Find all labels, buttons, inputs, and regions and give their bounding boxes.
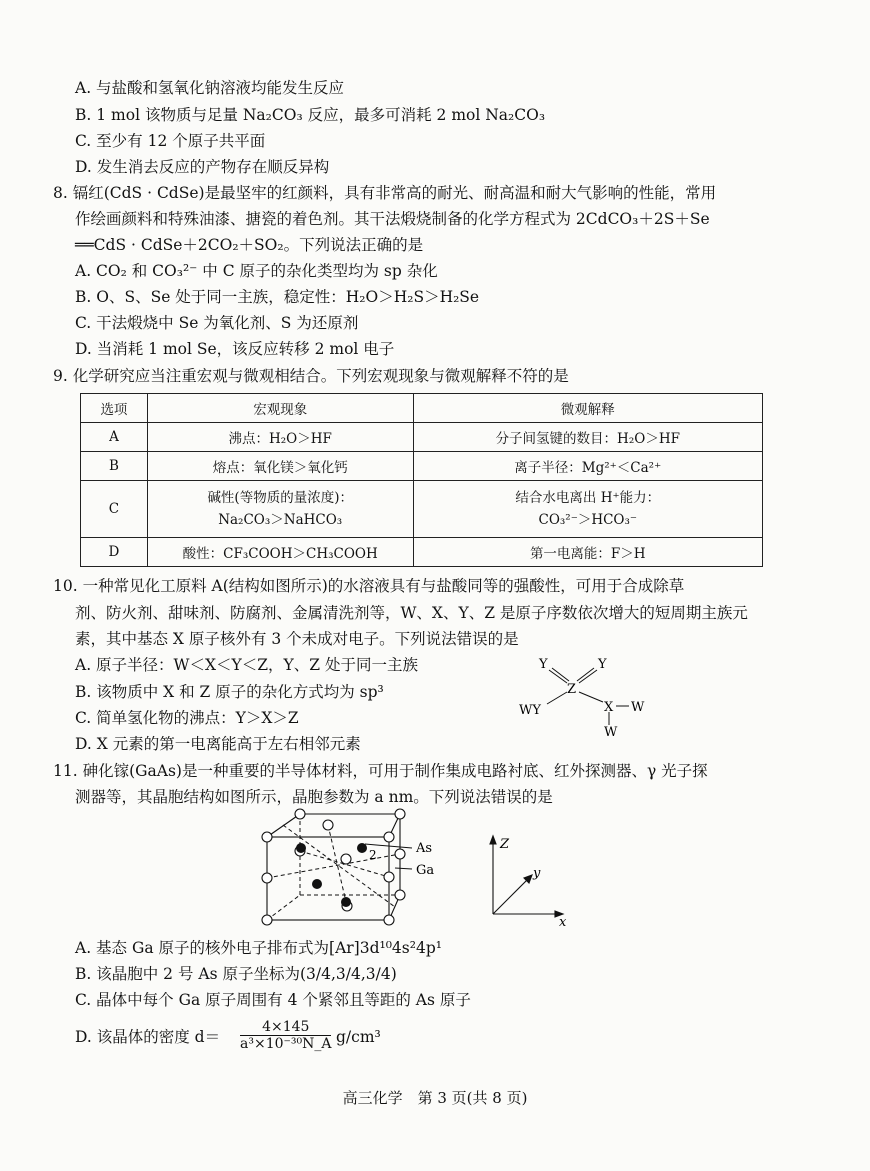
- q8-option-a: A. CO₂ 和 CO₃²⁻ 中 C 原子的杂化类型均为 sp 杂化: [75, 262, 438, 280]
- q9-header-micro: 微观解释: [413, 394, 762, 423]
- q9-row-c-macro-line2: Na₂CO₃＞NaHCO₃: [218, 512, 343, 528]
- q11-option-d-prefix: D. 该晶体的密度 d＝: [75, 1028, 221, 1046]
- q9-row-b-macro: 熔点：氧化镁＞氧化钙: [147, 452, 413, 481]
- q9-header-macro: 宏观现象: [147, 394, 413, 423]
- q11-option-c: C. 晶体中每个 Ga 原子周围有 4 个紧邻且等距的 As 原子: [75, 991, 471, 1009]
- cell-edges: [267, 814, 400, 920]
- ga-atoms: [262, 809, 405, 925]
- cell-hidden-edges: [267, 814, 400, 920]
- q9-row-c-micro-line2: CO₃²⁻＞HCO₃⁻: [538, 512, 638, 528]
- axis-z-label: Z: [500, 837, 510, 852]
- q9-row-d-micro: 第一电离能：F＞H: [413, 538, 762, 567]
- q7-option-b: B. 1 mol 该物质与足量 Na₂CO₃ 反应，最多可消耗 2 mol Na₂CO₃: [75, 106, 546, 124]
- q9-table-header: [81, 394, 763, 423]
- q10-stem-line3: 素，其中基态 X 原子核外有 3 个未成对电子。下列说法错误的是: [75, 630, 519, 648]
- struct-y-left: Y: [539, 657, 548, 672]
- q10-stem-line2: 剂、防火剂、甜味剂、防腐剂、金属清洗剂等，W、X、Y、Z 是原子序数依次增大的短周期主族元: [75, 604, 748, 622]
- q9-row-a-micro: 分子间氢键的数目：H₂O＞HF: [413, 423, 762, 452]
- q9-row-a-option: A: [81, 423, 148, 452]
- as-label: As: [416, 841, 433, 856]
- q9-row-c-macro: [147, 481, 413, 538]
- q10-structure-diagram: [505, 650, 655, 742]
- q8-option-c: C. 干法煅烧中 Se 为氧化剂、S 为还原剂: [75, 314, 359, 332]
- q10-option-c: C. 简单氢化物的沸点：Y＞X＞Z: [75, 709, 299, 727]
- axis-y-label: y: [533, 866, 541, 881]
- ga-label: Ga: [416, 863, 435, 878]
- q8-stem-line3: ══CdS · CdSe＋2CO₂＋SO₂。下列说法正确的是: [75, 236, 424, 254]
- q9-row-c-macro-line1: 碱性(等物质的量浓度)：: [207, 490, 353, 506]
- density-fraction: [240, 1019, 331, 1052]
- table-row: [81, 452, 763, 481]
- struct-w-right: W: [631, 700, 645, 715]
- q7-option-d: D. 发生消去反应的产物存在顺反异构: [75, 158, 330, 176]
- as-atoms: [296, 843, 367, 907]
- table-row: [81, 538, 763, 567]
- q10-option-b: B. 该物质中 X 和 Z 原子的杂化方式均为 sp³: [75, 683, 384, 701]
- struct-bonds: [547, 668, 629, 725]
- q10-stem-line1: 10. 一种常见化工原料 A(结构如图所示)的水溶液具有与盐酸同等的强酸性，可用于合成除草: [53, 577, 685, 595]
- struct-y-right: Y: [598, 657, 607, 672]
- q9-row-d-macro: 酸性：CF₃COOH＞CH₃COOH: [147, 538, 413, 567]
- density-unit: g/cm³: [336, 1028, 381, 1046]
- struct-x: X: [604, 700, 614, 715]
- ga-leader-line: [395, 868, 412, 869]
- q9-row-b-option: B: [81, 452, 148, 481]
- q11-stem-line2: 测器等，其晶胞结构如图所示，晶胞参数为 a nm。下列说法错误的是: [75, 788, 553, 806]
- density-denominator: a³×10⁻³⁰N_A: [240, 1036, 332, 1052]
- q9-header-option: 选项: [81, 394, 148, 423]
- q11-stem-line1: 11. 砷化镓(GaAs)是一种重要的半导体材料，可用于制作集成电路衬底、红外探测器、γ 光子探: [53, 762, 708, 780]
- table-row: [81, 481, 763, 538]
- q9-row-a-macro: 沸点：H₂O＞HF: [147, 423, 413, 452]
- q11-option-a: A. 基态 Ga 原子的核外电子排布式为[Ar]3d¹⁰4s²4p¹: [75, 939, 442, 957]
- q9-row-c-micro-line1: 结合水电离出 H⁺能力：: [515, 490, 661, 506]
- q9-row-b-micro: 离子半径：Mg²⁺＜Ca²⁺: [413, 452, 762, 481]
- q8-option-d: D. 当消耗 1 mol Se，该反应转移 2 mol 电子: [75, 340, 395, 358]
- q10-option-a: A. 原子半径：W＜X＜Y＜Z，Y、Z 处于同一主族: [75, 656, 418, 674]
- q7-option-c: C. 至少有 12 个原子共平面: [75, 132, 266, 150]
- q11-axes: [485, 830, 575, 930]
- table-row: [81, 423, 763, 452]
- density-numerator: 4×145: [240, 1019, 331, 1036]
- struct-z: Z: [567, 682, 577, 697]
- as-atom-number: 2: [369, 848, 377, 862]
- q9-stem: 9. 化学研究应当注重宏观与微观相结合。下列宏观现象与微观解释不符的是: [53, 367, 569, 385]
- q8-option-b: B. O、S、Se 处于同一主族，稳定性：H₂O＞H₂S＞H₂Se: [75, 288, 480, 306]
- q8-stem-line2: 作绘画颜料和特殊油漆、搪瓷的着色剂。其干法煅烧制备的化学方程式为 2CdCO₃＋2S＋Se: [75, 210, 710, 228]
- q8-stem-line1: 8. 镉红(CdS · CdSe)是最坚牢的红颜料，具有非常高的耐光、耐高温和耐大气影响的性能，常用: [53, 184, 717, 202]
- q9-row-d-option: D: [81, 538, 148, 567]
- q10-option-d: D. X 元素的第一电离能高于左右相邻元素: [75, 735, 361, 753]
- q9-table: [80, 393, 763, 567]
- page-footer: 高三化学 第 3 页(共 8 页): [342, 1089, 528, 1107]
- q7-option-a: A. 与盐酸和氢氧化钠溶液均能发生反应: [75, 79, 345, 97]
- struct-wy: WY: [519, 703, 541, 718]
- q11-option-b: B. 该晶胞中 2 号 As 原子坐标为(3/4,3/4,3/4): [75, 965, 397, 983]
- struct-w-bottom: W: [604, 725, 618, 740]
- q9-row-c-option: C: [81, 481, 148, 538]
- axis-x-label: x: [559, 915, 567, 930]
- q9-row-c-micro: [413, 481, 762, 538]
- q11-crystal-cell: [250, 808, 450, 932]
